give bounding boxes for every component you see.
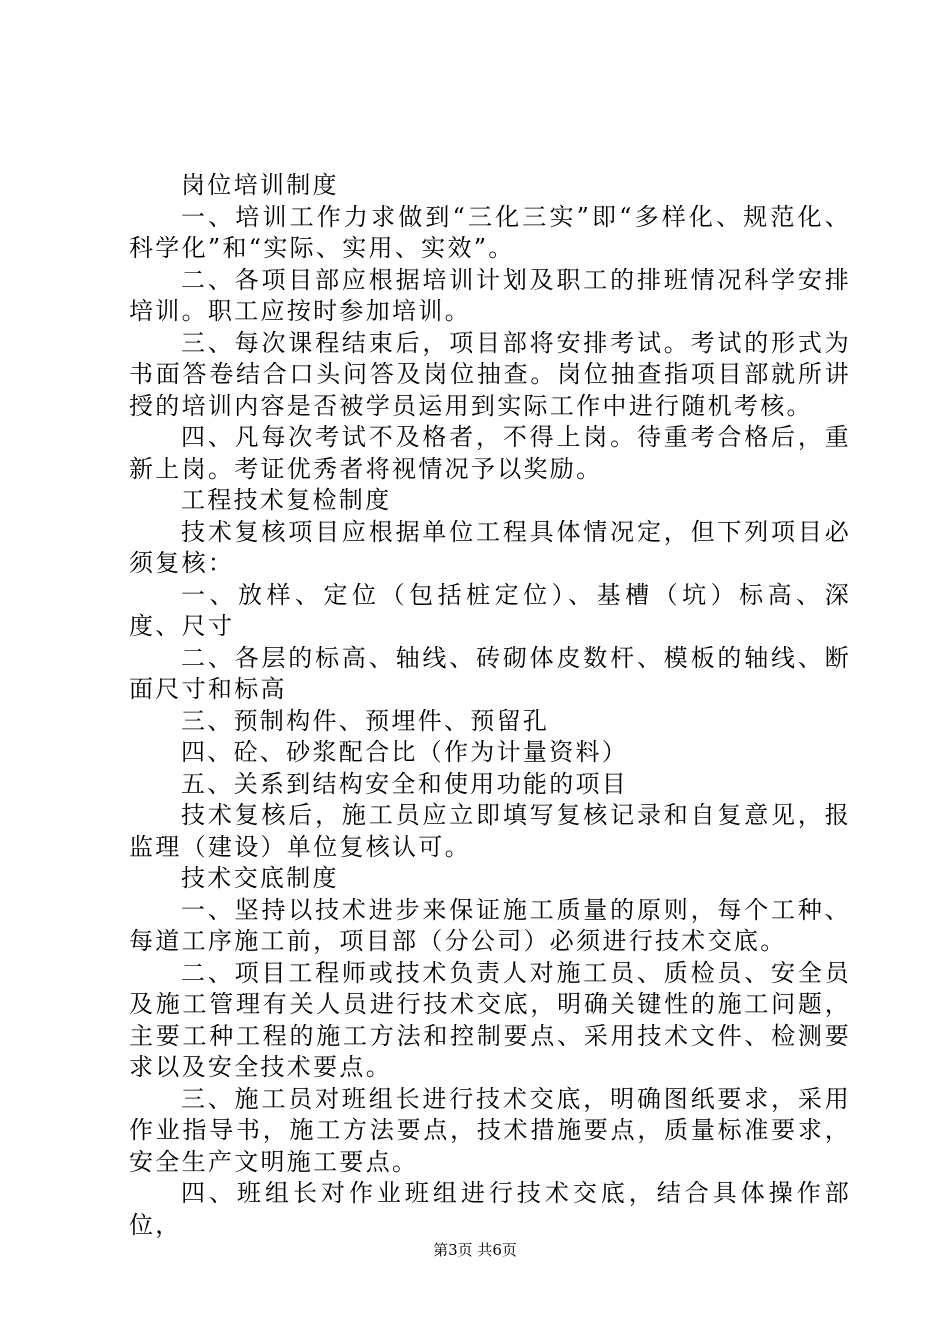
paragraph: 四、砼、砂浆配合比（作为计量资料） xyxy=(181,738,629,766)
paragraph: 二、项目工程师或技术负责人对施工员、质检员、安全员及施工管理有关人员进行技术交底，明确关键性的施工问题，主要工种工程的施工方法和控制要点、采用技术文件、检测要求以及安全技术要点。 xyxy=(129,958,851,1081)
paragraph: 三、每次课程结束后，项目部将安排考试。考试的形式为书面答卷结合口头问答及岗位抽查。岗位抽查指项目部就所讲授的培训内容是否被学员运用到实际工作中进行随机考核。 xyxy=(129,328,851,420)
paragraph: 五、关系到结构安全和使用功能的项目 xyxy=(181,769,629,798)
paragraph: 技术复核后，施工员应立即填写复核记录和自复意见，报监理（建设）单位复核认可。 xyxy=(129,801,851,861)
paragraph: 三、预制构件、预埋件、预留孔 xyxy=(181,706,550,735)
paragraph: 一、坚持以技术进步来保证施工质量的原则，每个工种、每道工序施工前，项目部（分公司）必须进行技术交底。 xyxy=(129,895,851,955)
document-body xyxy=(129,170,851,1241)
paragraph: 二、各层的标高、轴线、砖砌体皮数杆、模板的轴线、断面尺寸和标高 xyxy=(129,643,851,703)
page-number-footer: 第3页 共6页 xyxy=(433,1241,517,1259)
paragraph: 三、施工员对班组长进行技术交底，明确图纸要求，采用作业指导书，施工方法要点，技术措施要点，质量标准要求，安全生产文明施工要点。 xyxy=(129,1084,851,1176)
section-title-technical-briefing: 技术交底制度 xyxy=(181,864,339,892)
paragraph: 技术复核项目应根据单位工程具体情况定，但下列项目必须复核： xyxy=(129,517,851,577)
paragraph: 二、各项目部应根据培训计划及职工的排班情况科学安排培训。职工应按时参加培训。 xyxy=(129,265,851,325)
paragraph: 四、班组长对作业班组进行技术交底，结合具体操作部位， xyxy=(129,1179,851,1239)
paragraph: 四、凡每次考试不及格者，不得上岗。待重考合格后，重新上岗。考证优秀者将视情况予以奖励。 xyxy=(129,423,851,483)
section-title-technical-recheck: 工程技术复检制度 xyxy=(181,486,392,514)
paragraph: 一、培训工作力求做到“三化三实”即“多样化、规范化、科学化”和“实际、实用、实效”。 xyxy=(129,202,851,262)
section-title-post-training: 岗位培训制度 xyxy=(181,171,339,199)
paragraph: 一、放样、定位（包括桩定位）、基槽（坑）标高、深度、尺寸 xyxy=(129,580,851,640)
